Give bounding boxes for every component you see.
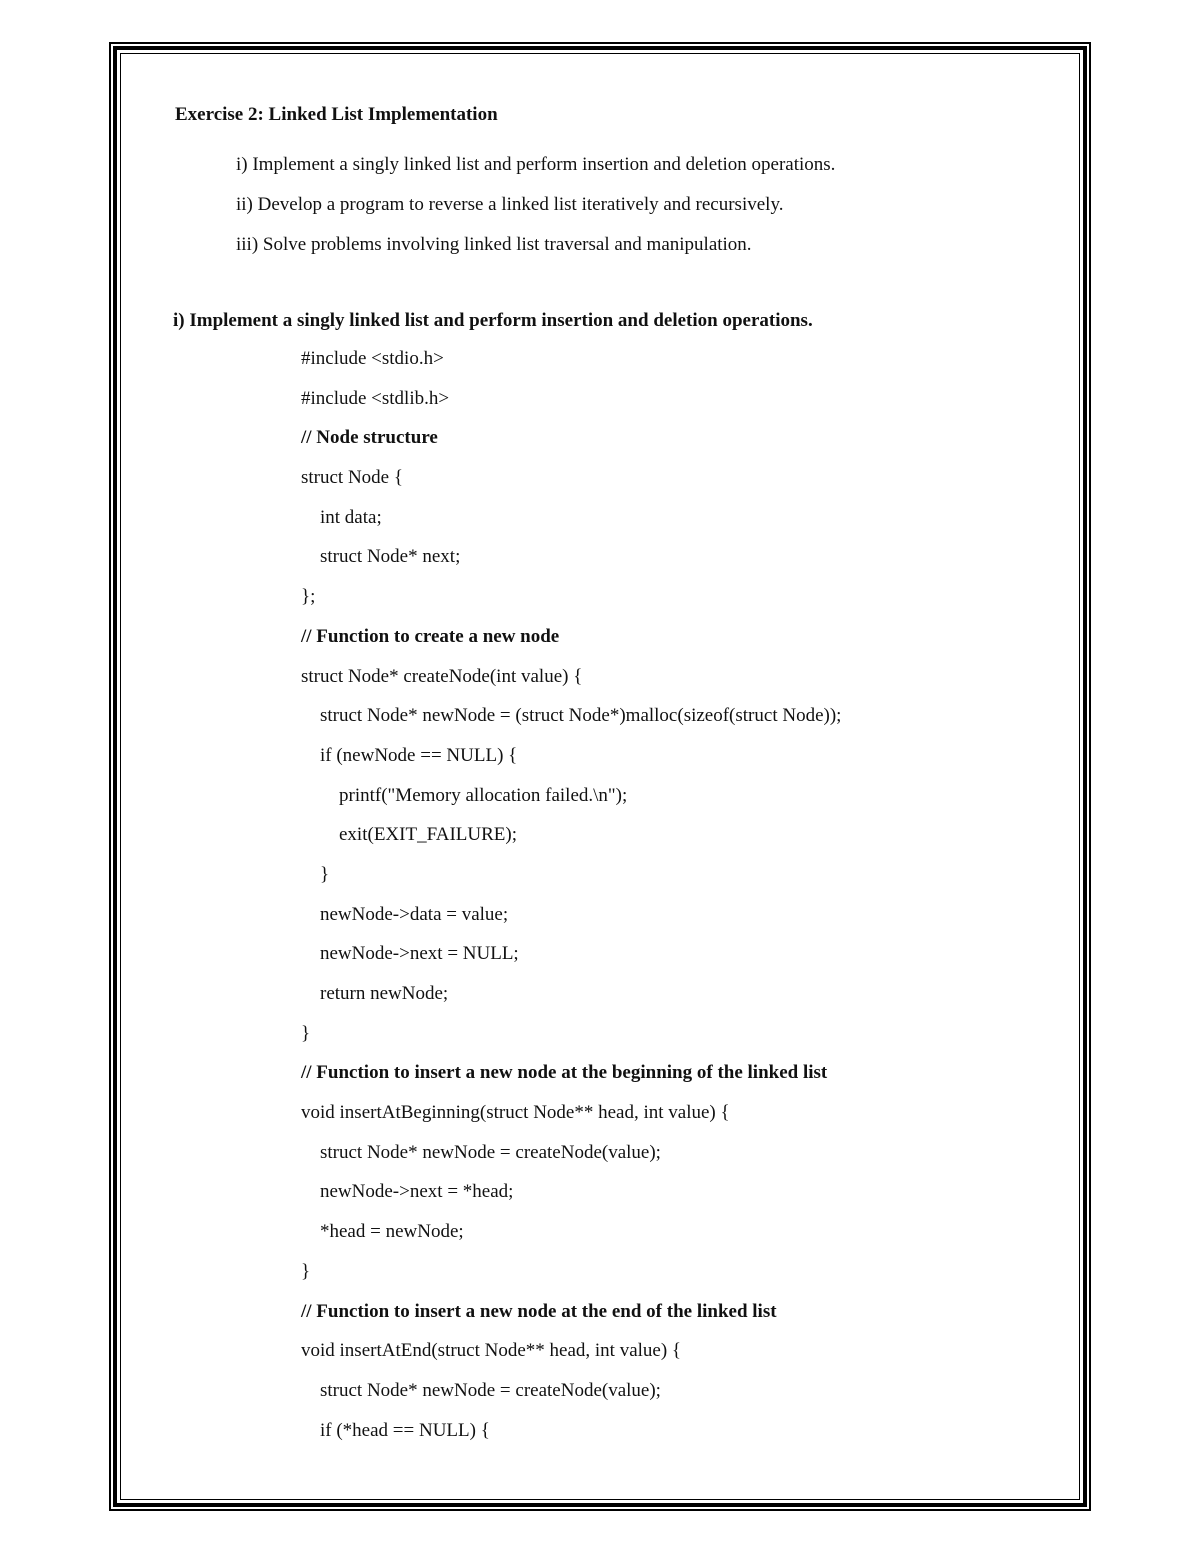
task-list [236,153,835,273]
exercise-title: Exercise 2: Linked List Implementation [175,104,498,125]
code-line: newNode->next = *head; [301,1181,514,1203]
code-listing [301,347,841,1458]
code-line: newNode->data = value; [301,903,509,925]
code-line: printf("Memory allocation failed.\n"); [301,784,628,806]
code-line: void insertAtEnd(struct Node** head, int value) { [301,1340,682,1362]
code-line: exit(EXIT_FAILURE); [301,824,517,846]
code-line: struct Node* next; [301,546,461,568]
code-line: int data; [301,506,382,528]
code-line: } [301,1260,311,1282]
code-line: } [301,1022,311,1044]
code-comment: // Function to insert a new node at the end of the linked list [301,1300,777,1322]
code-line: struct Node* newNode = (struct Node*)malloc(sizeof(struct Node)); [301,705,842,727]
code-line: if (newNode == NULL) { [301,744,518,766]
task-item-2: ii) Develop a program to reverse a linked list iteratively and recursively. [236,194,784,215]
task-item-3: iii) Solve problems involving linked list traversal and manipulation. [236,234,752,255]
code-line: struct Node { [301,467,403,489]
code-line: } [301,863,330,885]
code-line: struct Node* createNode(int value) { [301,665,583,687]
code-line: if (*head == NULL) { [301,1419,490,1441]
code-line: *head = newNode; [301,1221,464,1243]
code-comment: // Node structure [301,427,438,449]
section-heading: i) Implement a singly linked list and perform insertion and deletion operations. [173,310,813,331]
code-line: #include <stdio.h> [301,348,444,369]
code-line: }; [301,586,316,608]
code-line: #include <stdlib.h> [301,387,450,409]
code-line: struct Node* newNode = createNode(value); [301,1141,661,1163]
task-item-1: i) Implement a singly linked list and perform insertion and deletion operations. [236,154,836,175]
code-line: struct Node* newNode = createNode(value); [301,1379,661,1401]
code-line: return newNode; [301,983,449,1004]
code-line: void insertAtBeginning(struct Node** head, int value) { [301,1102,730,1124]
code-comment: // Function to create a new node [301,625,560,647]
code-comment: // Function to insert a new node at the beginning of the linked list [301,1062,828,1084]
code-line: newNode->next = NULL; [301,943,519,965]
